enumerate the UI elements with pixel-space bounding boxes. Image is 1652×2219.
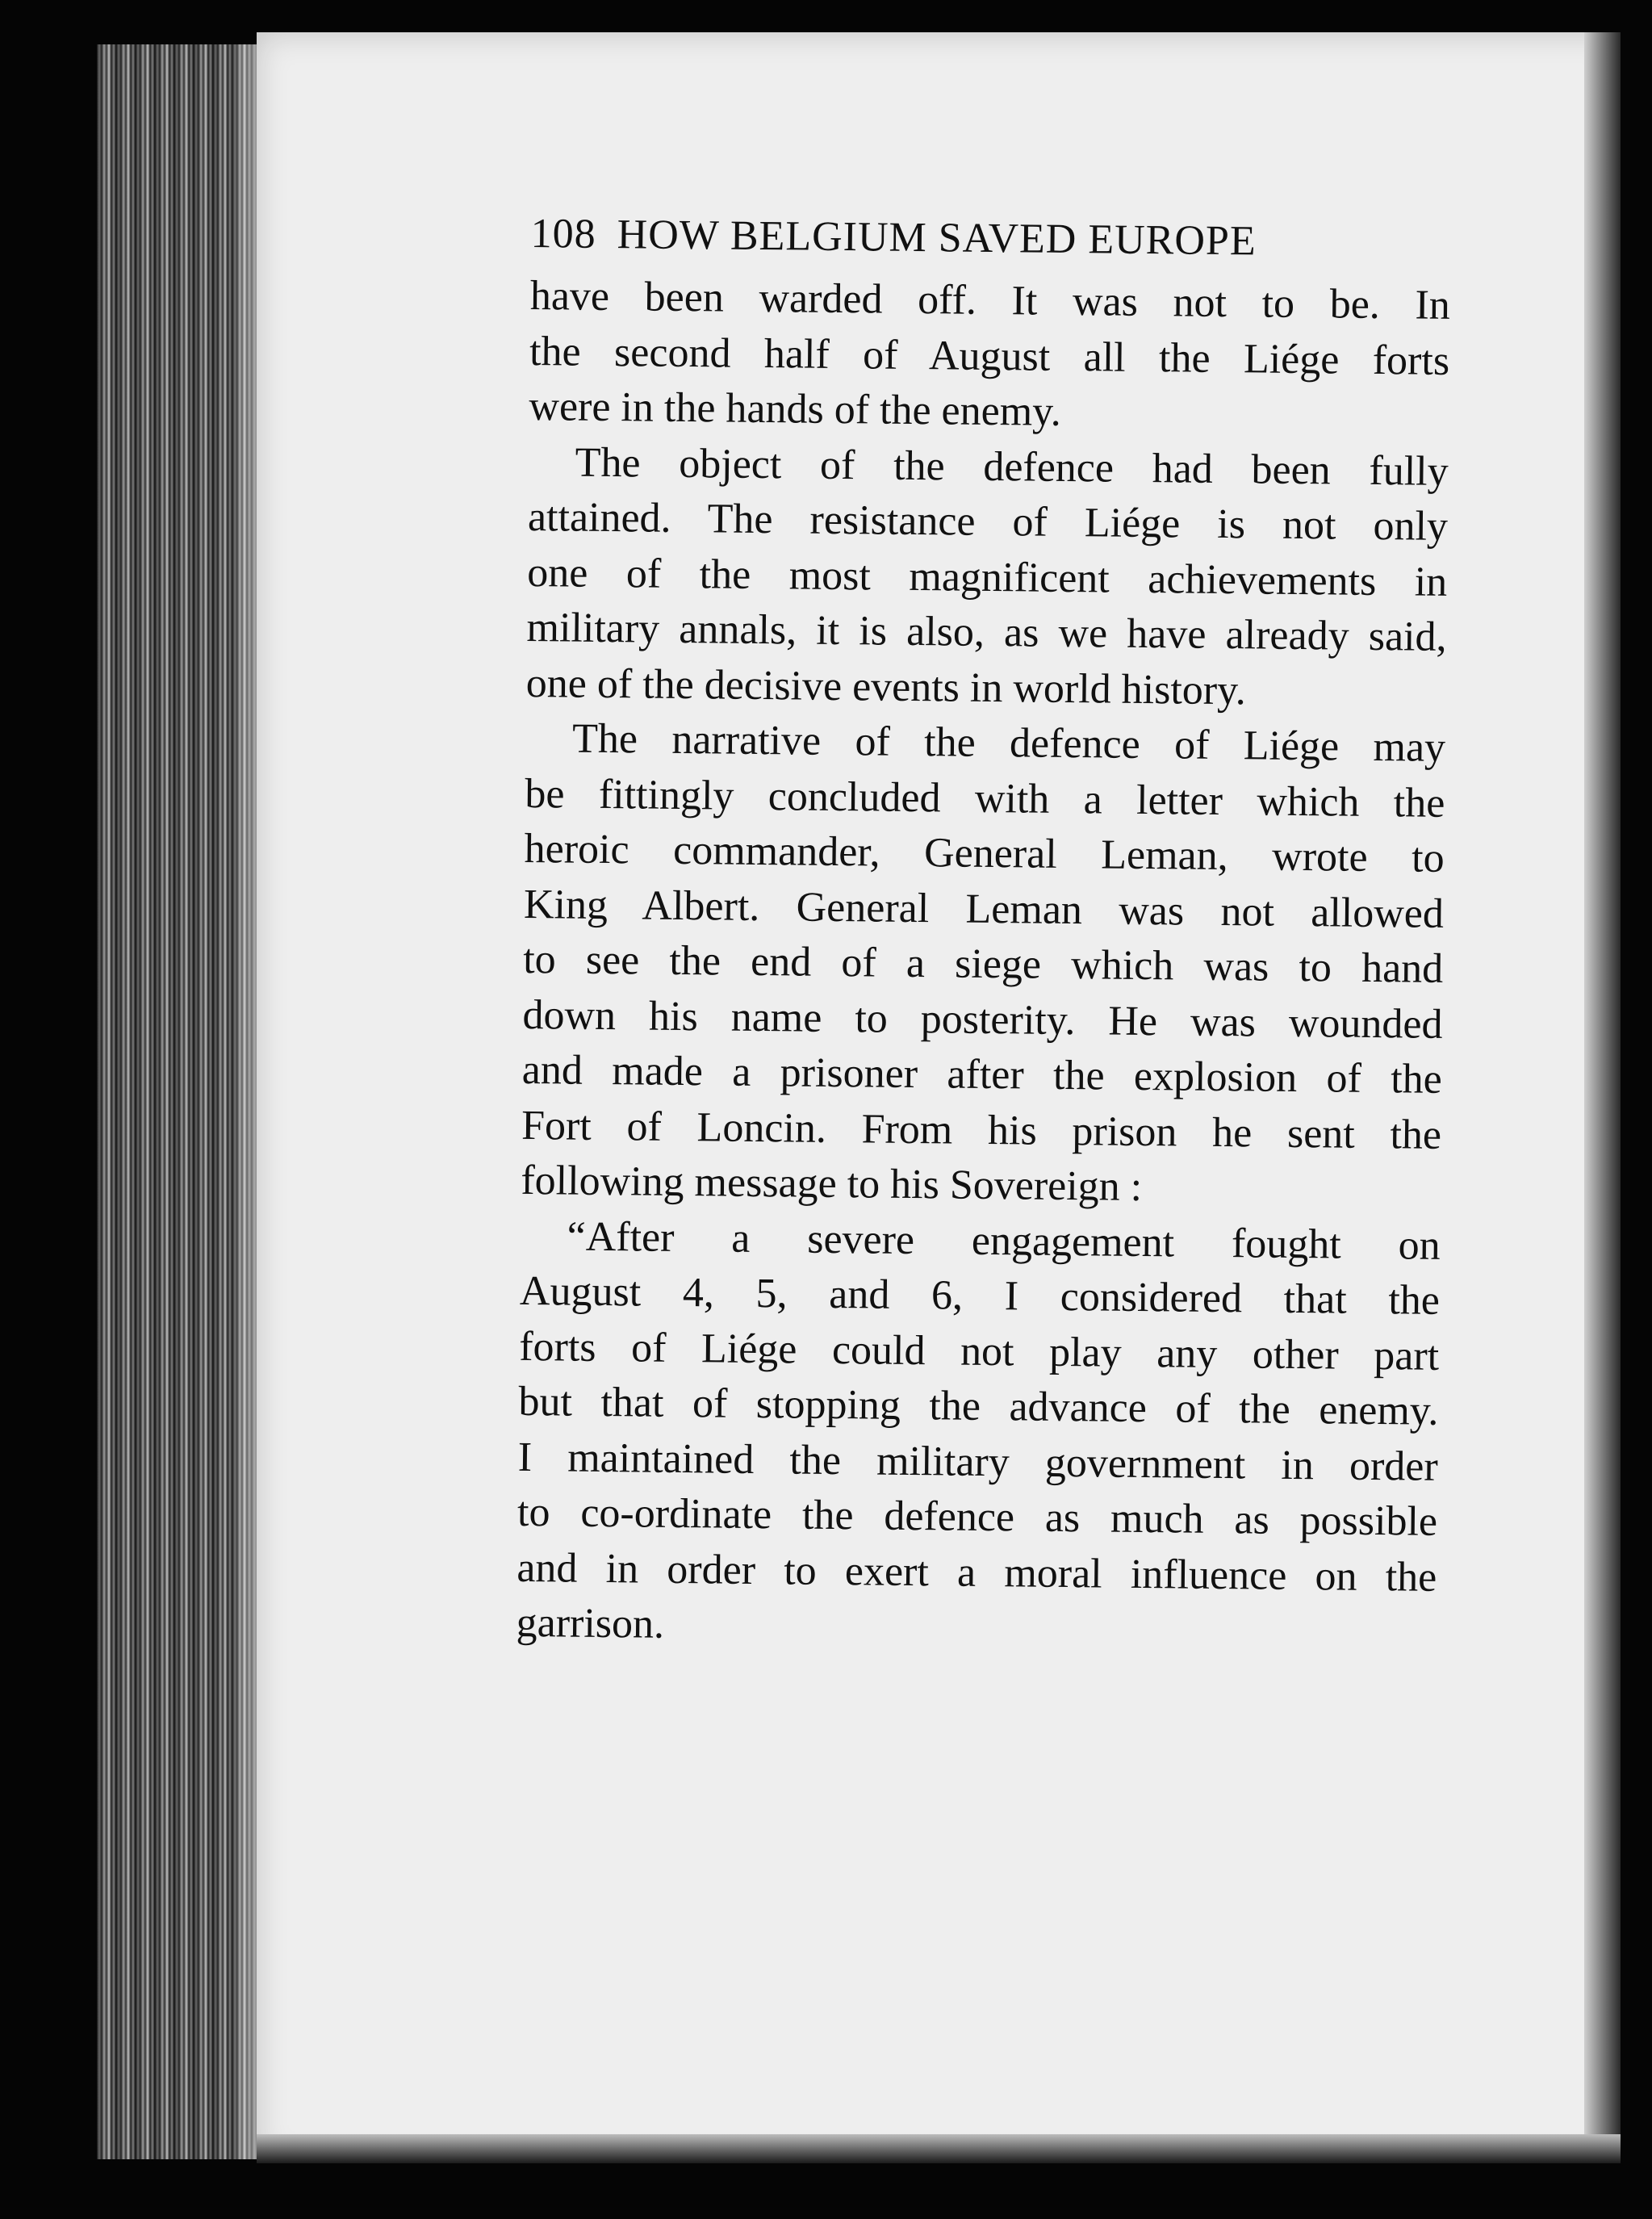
paragraph-1 — [529, 269, 1450, 444]
text-line: one of the decisive events in world history. — [525, 659, 1247, 714]
text-line: “After a severe engagement fought on — [567, 1213, 1441, 1269]
page-number: 108 — [530, 210, 596, 257]
paragraph-2 — [525, 434, 1449, 720]
text-line: to co-ordinate the defence as much as possible — [517, 1488, 1438, 1545]
text-line: Fort of Loncin. From his prison he sent the — [521, 1102, 1442, 1158]
book-page-edges — [97, 44, 262, 2159]
text-line: and made a prisoner after the explosion of the — [521, 1046, 1443, 1103]
text-block — [516, 210, 1451, 1660]
text-line: have been warded off. It was not to be. In — [529, 272, 1451, 329]
text-line: down his name to posterity. He was wounded — [522, 991, 1443, 1048]
text-line: garrison. — [516, 1599, 665, 1648]
running-title: HOW BELGIUM SAVED EUROPE — [617, 211, 1257, 265]
text-line: one of the most magnificent achievements in — [526, 549, 1448, 605]
text-line: following message to his Sovereign : — [521, 1157, 1143, 1210]
book-page — [257, 32, 1621, 2163]
text-line: King Albert. General Leman was not allowed — [523, 881, 1445, 937]
paragraph-4 — [516, 1208, 1441, 1660]
text-line: the second half of August all the Liége forts — [529, 328, 1450, 384]
text-line: The object of the defence had been fully — [575, 439, 1449, 495]
text-line: but that of stopping the advance of the enemy. — [518, 1378, 1439, 1434]
text-line: heroic commander, General Leman, wrote to — [524, 825, 1445, 881]
page-right-edge — [1584, 32, 1621, 2163]
text-line: attained. The resistance of Liége is not only — [527, 493, 1449, 550]
text-line: be fittingly concluded with a letter which the — [525, 770, 1445, 827]
text-line: forts of Liége could not play any other part — [518, 1323, 1440, 1380]
text-line: to see the end of a siege which was to hand — [522, 936, 1444, 992]
text-line: August 4, 5, and 6, I considered that the — [519, 1267, 1441, 1324]
text-line: I maintained the military government in order — [517, 1434, 1439, 1490]
page-bottom-edge — [257, 2134, 1621, 2163]
paragraph-3 — [521, 711, 1445, 1218]
text-line: military annals, it is also, as we have already said, — [526, 604, 1447, 660]
running-head — [530, 210, 1451, 267]
text-line: were in the hands of the enemy. — [529, 383, 1062, 435]
text-line: and in order to exert a moral influence on the — [517, 1544, 1437, 1601]
text-line: The narrative of the defence of Liége may — [571, 715, 1446, 771]
